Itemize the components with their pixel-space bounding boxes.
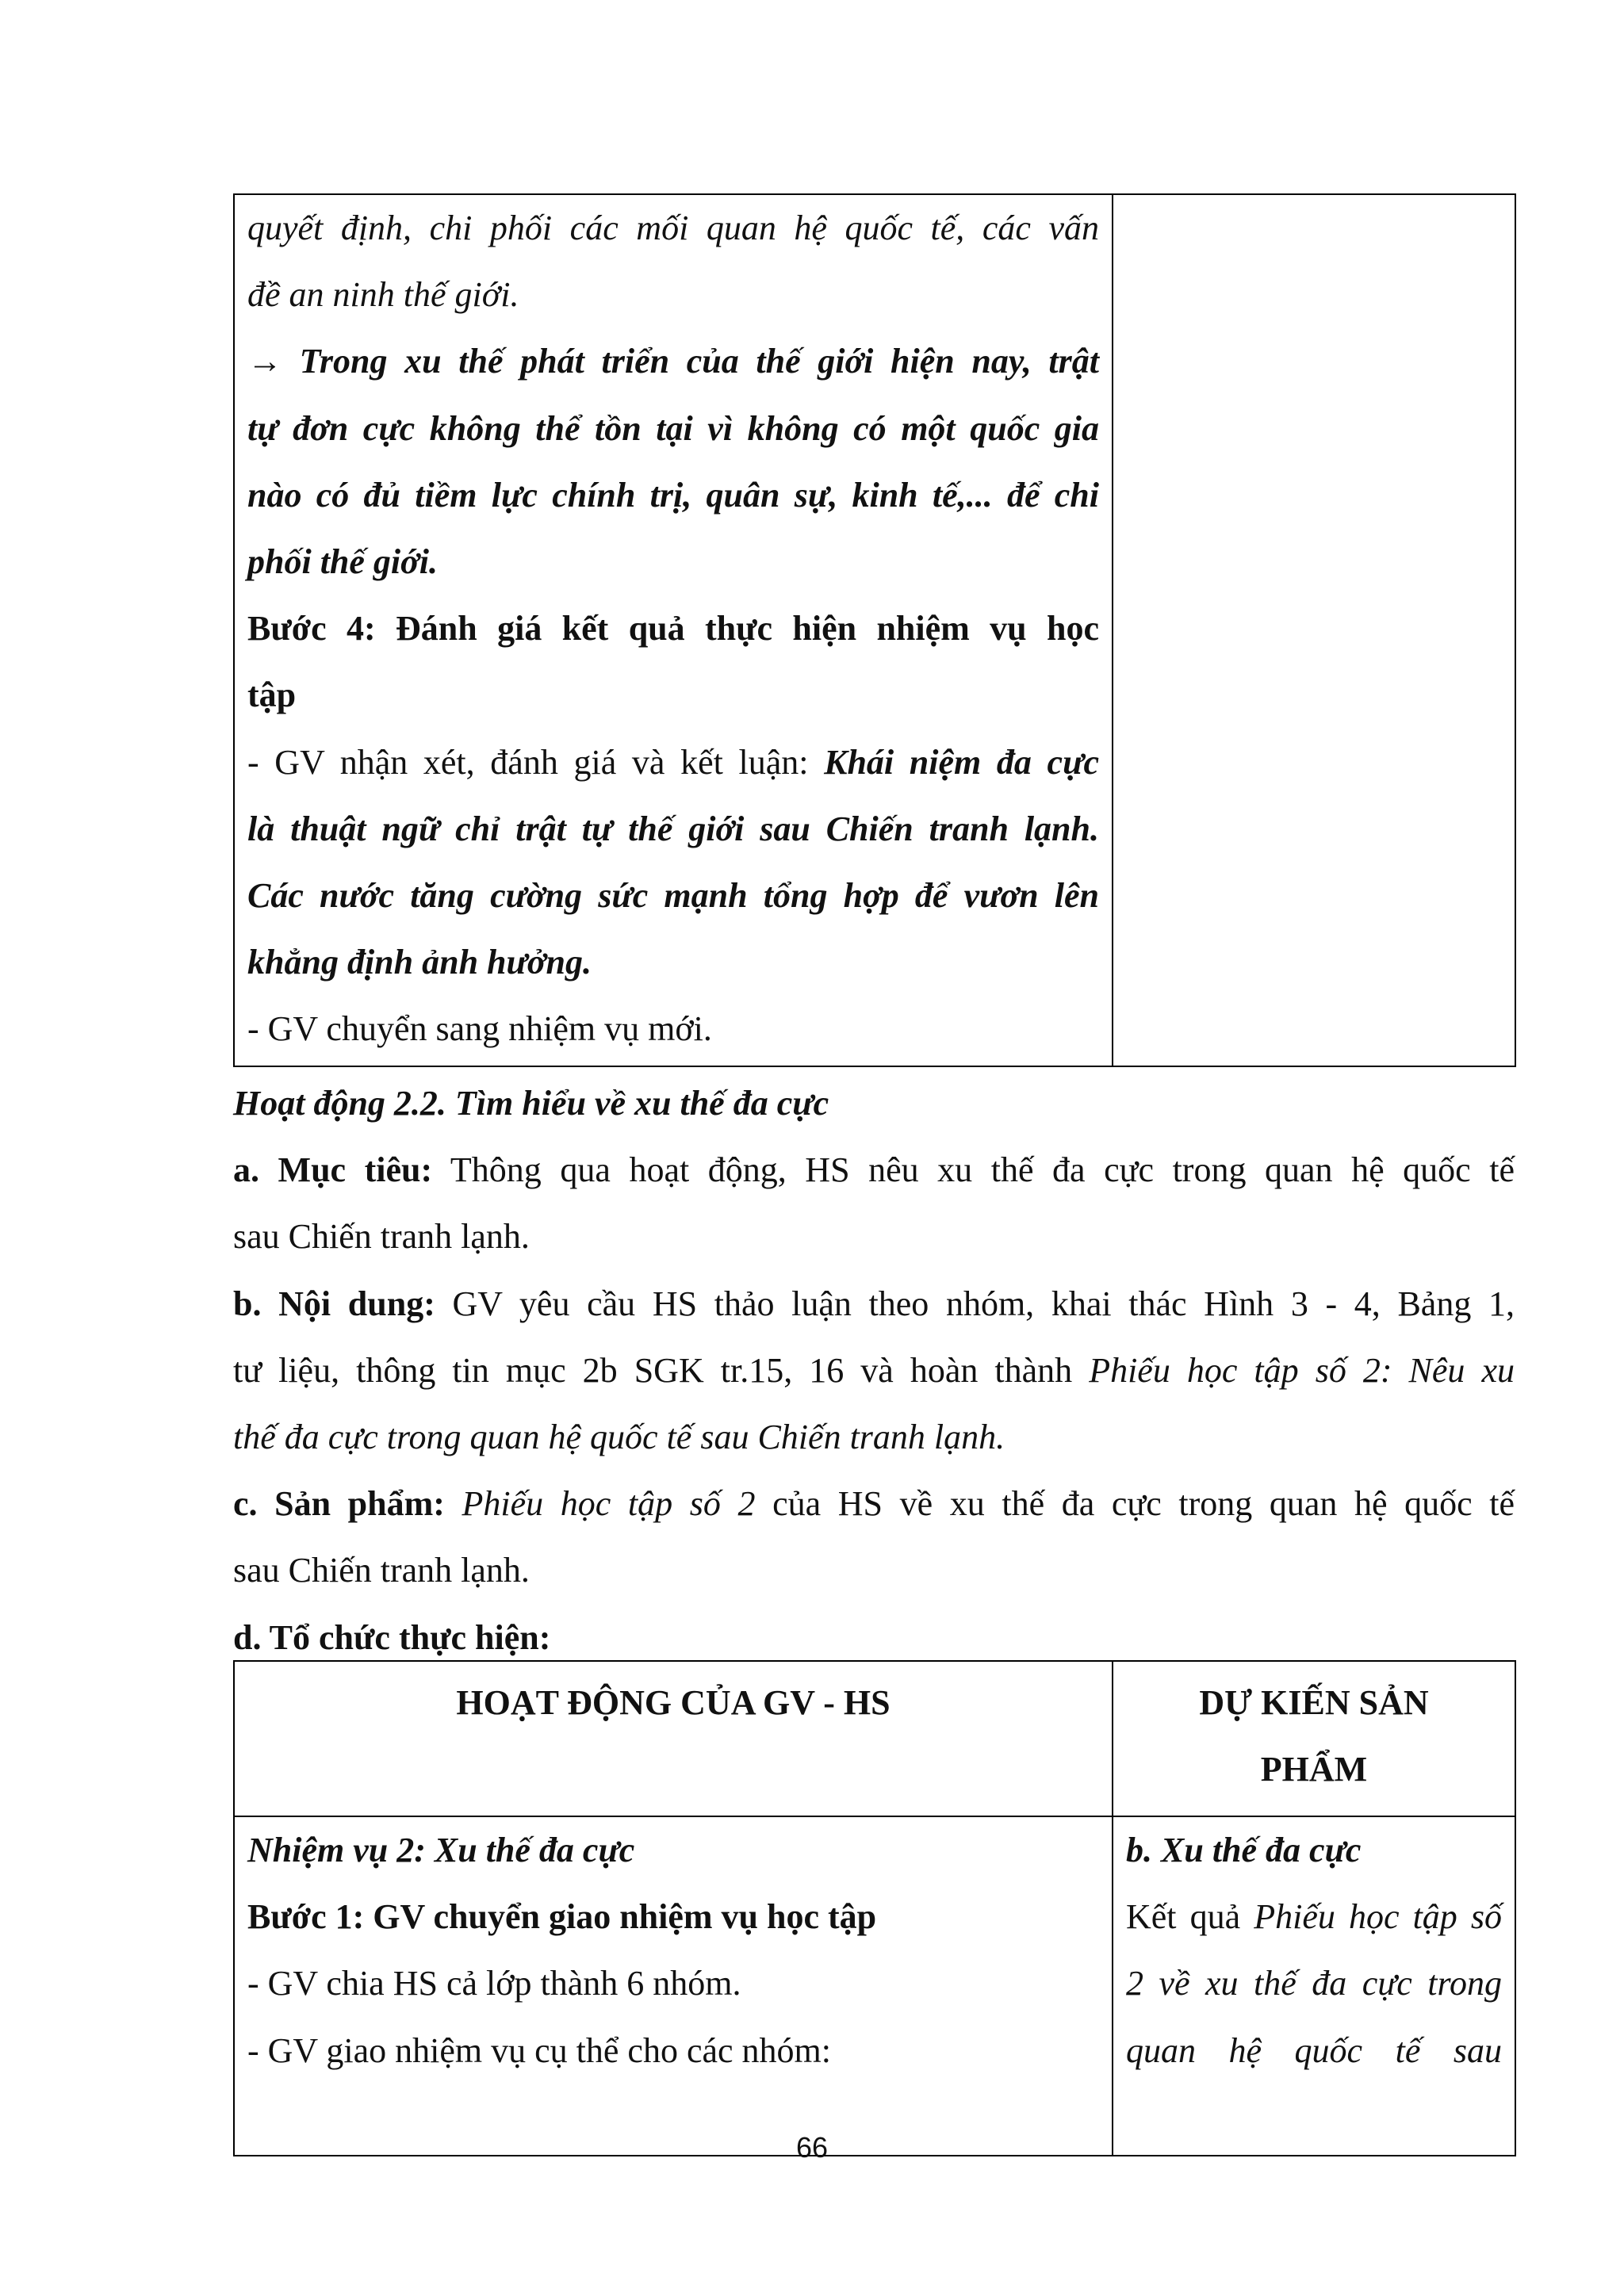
worksheet-ref: Phiếu học tập số 2: Nêu xu — [1089, 1350, 1515, 1390]
product-line-c: quan hệ quốc tế sau — [1126, 2030, 1502, 2070]
product-text-a: Kết quả — [1126, 1897, 1254, 1937]
product-worksheet-a: Phiếu học tập số — [1254, 1897, 1502, 1937]
content-text: GV yêu cầu HS thảo luận theo nhóm, khai thác Hình 3 - 4, Bảng 1, — [435, 1284, 1515, 1323]
product-worksheet: Phiếu học tập số 2 — [444, 1484, 756, 1524]
activity-text-lines — [247, 195, 1099, 729]
objective-line — [233, 1137, 1515, 1203]
activity-heading: Hoạt động 2.2. Tìm hiểu về xu thế đa cực — [233, 1084, 829, 1123]
text-line: là thuật ngữ chỉ trật tự thế giới sau Chiến tranh lạnh. — [247, 809, 1099, 848]
text-line: khẳng định ảnh hưởng. — [247, 943, 592, 982]
activity-table — [233, 1660, 1516, 2156]
objective-label: a. Mục tiêu: — [233, 1150, 433, 1190]
text-line: quyết định, chi phối các mối quan hệ quốc tế, các vấn — [247, 209, 1099, 247]
product-label: c. Sản phẩm: — [233, 1484, 445, 1524]
text-line: Các nước tăng cường sức mạnh tổng hợp để vươn lên — [247, 876, 1099, 916]
header-product — [1113, 1661, 1515, 1816]
organization-heading: d. Tổ chức thực hiện: — [233, 1617, 551, 1657]
step-1-item-1: - GV chia HS cả lớp thành 6 nhóm. — [247, 1964, 741, 2003]
task-cell — [234, 1816, 1113, 2156]
conclusion-text-lines — [247, 796, 1099, 997]
product-text: của HS về xu thế đa cực trong quan hệ quốc tế — [755, 1484, 1515, 1524]
teacher-student-activity-cell — [234, 194, 1113, 1066]
task-title: Nhiệm vụ 2: Xu thế đa cực — [247, 1831, 635, 1869]
header-product-line-1: DỰ KIẾN SẢN — [1199, 1683, 1429, 1722]
text-line: phối thế giới. — [247, 542, 438, 582]
next-task-line: - GV chuyển sang nhiệm vụ mới. — [247, 1009, 712, 1049]
content-text-2: tư liệu, thông tin mục 2b SGK tr.15, 16 và hoàn thành — [233, 1350, 1090, 1390]
product-line-2: sau Chiến tranh lạnh. — [233, 1551, 530, 1590]
product-text-b2: về xu thế đa cực trong — [1143, 1964, 1502, 2003]
expected-product-cell — [1113, 194, 1515, 1066]
text-line: tự đơn cực không thể tồn tại vì không có một quốc gia — [247, 408, 1099, 448]
text-line: Bước 4: Đánh giá kết quả thực hiện nhiệm vụ học — [247, 609, 1099, 649]
content-line-3: thế đa cực trong quan hệ quốc tế sau Chiến tranh lạnh. — [233, 1418, 1005, 1457]
page-number: 66 — [795, 2131, 829, 2164]
content-line — [233, 1271, 1515, 1337]
conclusion-prefix: - GV nhận xét, đánh giá và kết luận: — [247, 742, 825, 782]
content-line-2 — [233, 1337, 1515, 1404]
product-title: b. Xu thế đa cực — [1126, 1831, 1362, 1869]
product-line-a — [1126, 1884, 1502, 1950]
activity-table-continued — [233, 193, 1516, 1067]
product-line-b — [1126, 1950, 1502, 2017]
objective-text: Thông qua hoạt động, HS nêu xu thế đa cực trong quan hệ quốc tế — [432, 1150, 1515, 1190]
header-activity — [234, 1661, 1113, 1816]
text-line: → Trong xu thế phát triển của thế giới hiện nay, trật — [247, 342, 1099, 381]
product-text-b1: 2 — [1126, 1964, 1143, 2003]
text-line: đề an ninh thế giới. — [247, 275, 519, 315]
activity-description — [233, 1070, 1515, 1671]
gv-conclusion-line — [247, 729, 1099, 796]
step-1-item-2: - GV giao nhiệm vụ cụ thể cho các nhóm: — [247, 2030, 831, 2070]
text-line: nào có đủ tiềm lực chính trị, quân sự, kinh tế,... để chi — [247, 475, 1099, 515]
header-activity-label: HOẠT ĐỘNG CỦA GV - HS — [456, 1683, 891, 1722]
header-product-line-2: PHẨM — [1260, 1750, 1368, 1789]
step-1-title: Bước 1: GV chuyển giao nhiệm vụ học tập — [247, 1897, 877, 1937]
content-label: b. Nội dung: — [233, 1284, 435, 1323]
product-line — [233, 1471, 1515, 1537]
objective-line-2: sau Chiến tranh lạnh. — [233, 1217, 530, 1257]
conclusion-term: Khái niệm đa cực — [824, 742, 1099, 782]
product-cell — [1113, 1816, 1515, 2156]
text-line: tập — [247, 675, 297, 715]
